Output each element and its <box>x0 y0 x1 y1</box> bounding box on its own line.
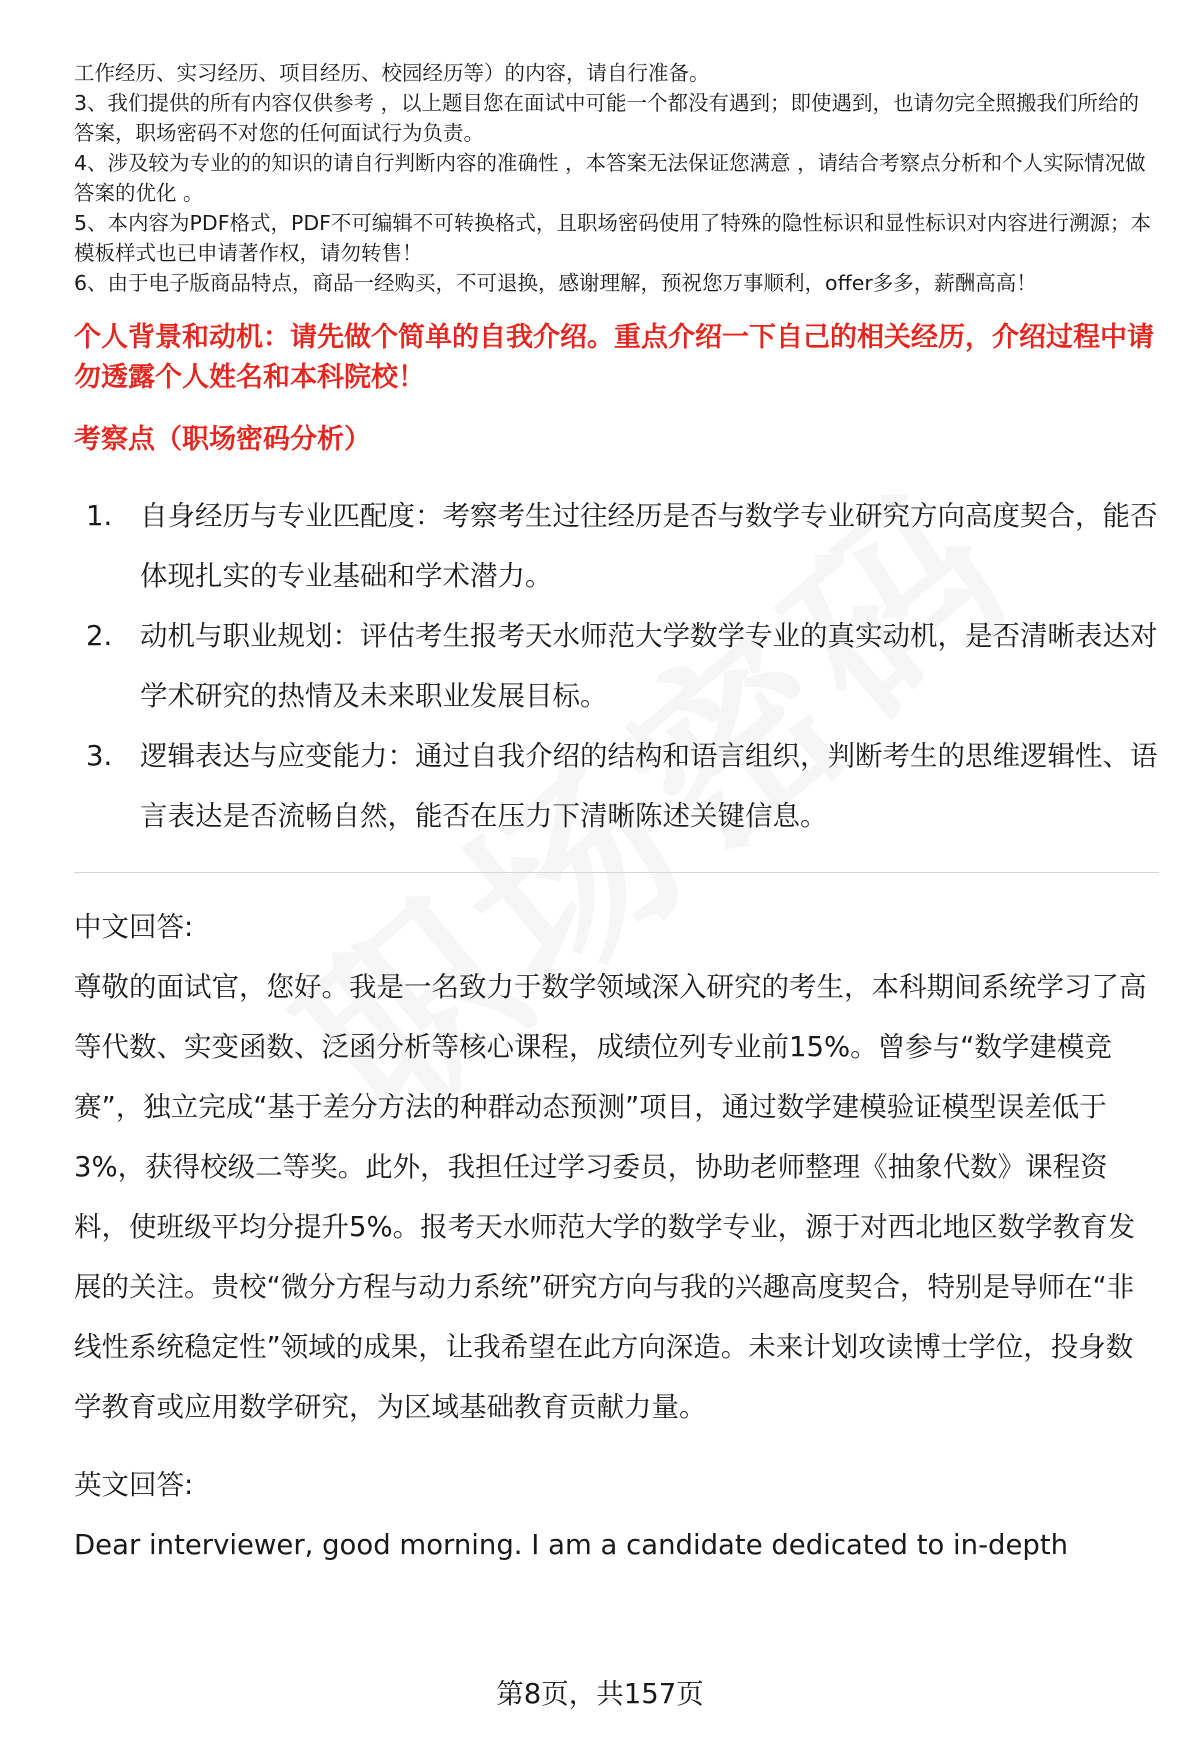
chinese-answer-text: 尊敬的面试官，您好。我是一名致力于数学领域深入研究的考生，本科期间系统学习了高等代数、实变函数、泛函分析等核心课程，成绩位列专业前15%。曾参与“数学建模竞赛”，独立完成“基于差分方法的种群动态预测”项目，通过数学建模验证模型误差低于3%，获得校级二等奖。此外，我担任过学习委员，协助老师整理《抽象代数》课程资料，使班级平均分提升5%。报考天水师范大学的数学专业，源于对西北地区数学教育发展的关注。贵校“微分方程与动力系统”研究方向与我的兴趣高度契合，特别是导师在“非线性系统稳定性”领域的成果，让我希望在此方向深造。未来计划攻读博士学位，投身数学教育或应用数学研究，为区域基础教育贡献力量。 <box>74 971 1147 1423</box>
list-item <box>86 606 1159 726</box>
page-number: 第8页，共157页 <box>496 1678 704 1710</box>
list-item <box>86 726 1159 846</box>
key-points-heading: 考察点（职场密码分析） <box>74 424 371 455</box>
list-item <box>86 486 1159 606</box>
notice-line: 3、我们提供的所有内容仅供参考 ，以上题目您在面试中可能一个都没有遇到；即使遇到，也请勿完全照搬我们所给的答案，职场密码不对您的任何面试行为负责。 <box>74 91 1140 145</box>
list-item-text: 动机与职业规划：评估考生报考天水师范大学数学专业的真实动机，是否清晰表达对学术研究的热情及未来职业发展目标。 <box>140 620 1158 712</box>
list-item-text: 逻辑表达与应变能力：通过自我介绍的结构和语言组织，判断考生的思维逻辑性、语言表达是否流畅自然，能否在压力下清晰陈述关键信息。 <box>140 740 1158 832</box>
english-answer-label: 英文回答: <box>74 1469 194 1501</box>
divider <box>74 872 1159 873</box>
notice-block <box>74 58 1159 298</box>
notice-line: 工作经历、实习经历、项目经历、校园经历等）的内容，请自行准备。 <box>74 61 710 85</box>
notice-line: 5、本内容为PDF格式，PDF不可编辑不可转换格式，且职场密码使用了特殊的隐性标识和显性标识对内容进行溯源；本模板样式也已申请著作权，请勿转售！ <box>74 211 1151 265</box>
list-item-number: 1. <box>86 500 113 532</box>
list-item-number: 3. <box>86 740 113 772</box>
chinese-answer-label: 中文回答: <box>74 911 194 943</box>
key-points-list <box>74 486 1159 846</box>
document-page <box>74 58 1159 1575</box>
english-answer-text: Dear interviewer, good morning. I am a candidate dedicated to in-depth <box>74 1529 1069 1561</box>
list-item-text: 自身经历与专业匹配度：考察考生过往经历是否与数学专业研究方向高度契合，能否体现扎实的专业基础和学术潜力。 <box>140 500 1158 592</box>
list-item-number: 2. <box>86 620 113 652</box>
question-heading: 个人背景和动机：请先做个简单的自我介绍。重点介绍一下自己的相关经历，介绍过程中请勿透露个人姓名和本科院校！ <box>74 322 1154 393</box>
notice-line: 6、由于电子版商品特点，商品一经购买，不可退换，感谢理解，预祝您万事顺利，offer多多，薪酬高高！ <box>74 271 1037 295</box>
notice-line: 4、涉及较为专业的的知识的请自行判断内容的准确性 ，本答案无法保证您满意 ，请结合考察点分析和个人实际情况做答案的优化 。 <box>74 151 1146 205</box>
